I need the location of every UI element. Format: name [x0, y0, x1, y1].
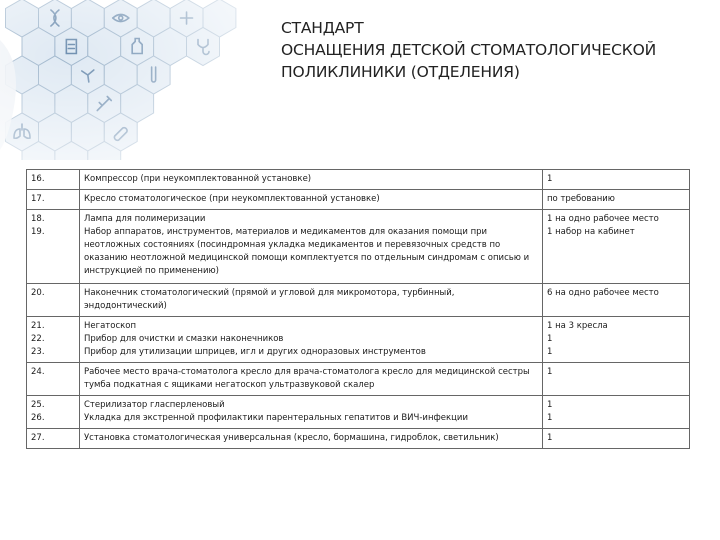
- quantity-cell: [543, 317, 690, 363]
- table-row: [27, 363, 690, 396]
- table-row: [27, 396, 690, 429]
- quantity: 6 на одно рабочее место: [547, 288, 659, 298]
- row-number: 22.: [31, 334, 45, 344]
- equipment-name: Стерилизатор гласперленовый: [84, 400, 225, 410]
- equipment-name: Компрессор (при неукомплектованной установке): [84, 174, 312, 184]
- equipment-name: Прибор для очистки и смазки наконечников: [84, 334, 284, 344]
- table-row: [27, 317, 690, 363]
- equipment-name: Негатоскоп: [84, 321, 137, 331]
- quantity-cell: [543, 210, 690, 284]
- row-number-cell: [27, 284, 80, 317]
- quantity: 1 на одно рабочее место: [547, 214, 659, 224]
- equipment-name-cell: [80, 284, 543, 317]
- quantity: 1 набор на кабинет: [547, 227, 635, 237]
- row-number: 16.: [31, 174, 45, 184]
- row-number: 23.: [31, 347, 45, 357]
- equipment-name: Наконечник стоматологический (прямой и угловой для микромотора, турбинный, эндодонтический): [84, 288, 455, 311]
- quantity: 1: [547, 413, 553, 423]
- equipment-name: Укладка для экстренной профилактики парентеральных гепатитов и ВИЧ-инфекции: [84, 413, 468, 423]
- row-number-cell: [27, 190, 80, 210]
- row-number-cell: [27, 396, 80, 429]
- equipment-name-cell: [80, 170, 543, 190]
- quantity: 1: [547, 367, 553, 377]
- row-number: 26.: [31, 413, 45, 423]
- equipment-name: Набор аппаратов, инструментов, материалов и медикаментов для оказания помощи при неотложных состояниях (посиндромная укладка медикаментов и перевязочных средств по оказанию неотложной медицинской помощи комплектуется по отдельным синдромам с описью и инструкцией по применению): [84, 227, 530, 276]
- quantity-cell: [543, 284, 690, 317]
- equipment-name: Установка стоматологическая универсальная (кресло, бормашина, гидроблок, светильник): [84, 433, 499, 443]
- equipment-name: Кресло стоматологическое (при неукомплектованной установке): [84, 194, 380, 204]
- quantity: 1: [547, 347, 553, 357]
- table-row: [27, 284, 690, 317]
- quantity: 1: [547, 400, 553, 410]
- row-number-cell: [27, 317, 80, 363]
- title-line: ПОЛИКЛИНИКИ (ОТДЕЛЕНИЯ): [281, 63, 520, 81]
- title-line: СТАНДАРТ: [281, 19, 364, 37]
- quantity: 1 на 3 кресла: [547, 321, 608, 331]
- equipment-name: Прибор для утилизации шприцев, игл и других одноразовых инструментов: [84, 347, 426, 357]
- quantity-cell: [543, 363, 690, 396]
- equipment-table: [26, 169, 690, 449]
- table-row: [27, 170, 690, 190]
- quantity: по требованию: [547, 194, 615, 204]
- table-row: [27, 190, 690, 210]
- equipment-name: Рабочее место врача-стоматолога кресло для врача-стоматолога кресло для медицинской сестры тумба подкатная с ящиками негатоскоп ультразвуковой скалер: [84, 367, 530, 390]
- row-number: 24.: [31, 367, 45, 377]
- equipment-name-cell: [80, 363, 543, 396]
- row-number: 19.: [31, 227, 45, 237]
- row-number: 27.: [31, 433, 45, 443]
- row-number: 25.: [31, 400, 45, 410]
- row-number-cell: [27, 429, 80, 449]
- quantity: 1: [547, 334, 553, 344]
- equipment-name-cell: [80, 190, 543, 210]
- quantity-cell: [543, 396, 690, 429]
- quantity-cell: [543, 429, 690, 449]
- equipment-name-cell: [80, 396, 543, 429]
- equipment-name-cell: [80, 429, 543, 449]
- table-row: [27, 210, 690, 284]
- page-title: [281, 17, 701, 83]
- row-number: 17.: [31, 194, 45, 204]
- medical-hexagon-decoration: [0, 0, 270, 160]
- row-number-cell: [27, 170, 80, 190]
- quantity: 1: [547, 433, 553, 443]
- equipment-name-cell: [80, 210, 543, 284]
- equipment-name: Лампа для полимеризации: [84, 214, 206, 224]
- row-number: 18.: [31, 214, 45, 224]
- title-line: ОСНАЩЕНИЯ ДЕТСКОЙ СТОМАТОЛОГИЧЕСКОЙ: [281, 41, 656, 59]
- equipment-name-cell: [80, 317, 543, 363]
- quantity-cell: [543, 190, 690, 210]
- row-number-cell: [27, 363, 80, 396]
- row-number: 20.: [31, 288, 45, 298]
- row-number: 21.: [31, 321, 45, 331]
- quantity: 1: [547, 174, 553, 184]
- quantity-cell: [543, 170, 690, 190]
- table-row: [27, 429, 690, 449]
- row-number-cell: [27, 210, 80, 284]
